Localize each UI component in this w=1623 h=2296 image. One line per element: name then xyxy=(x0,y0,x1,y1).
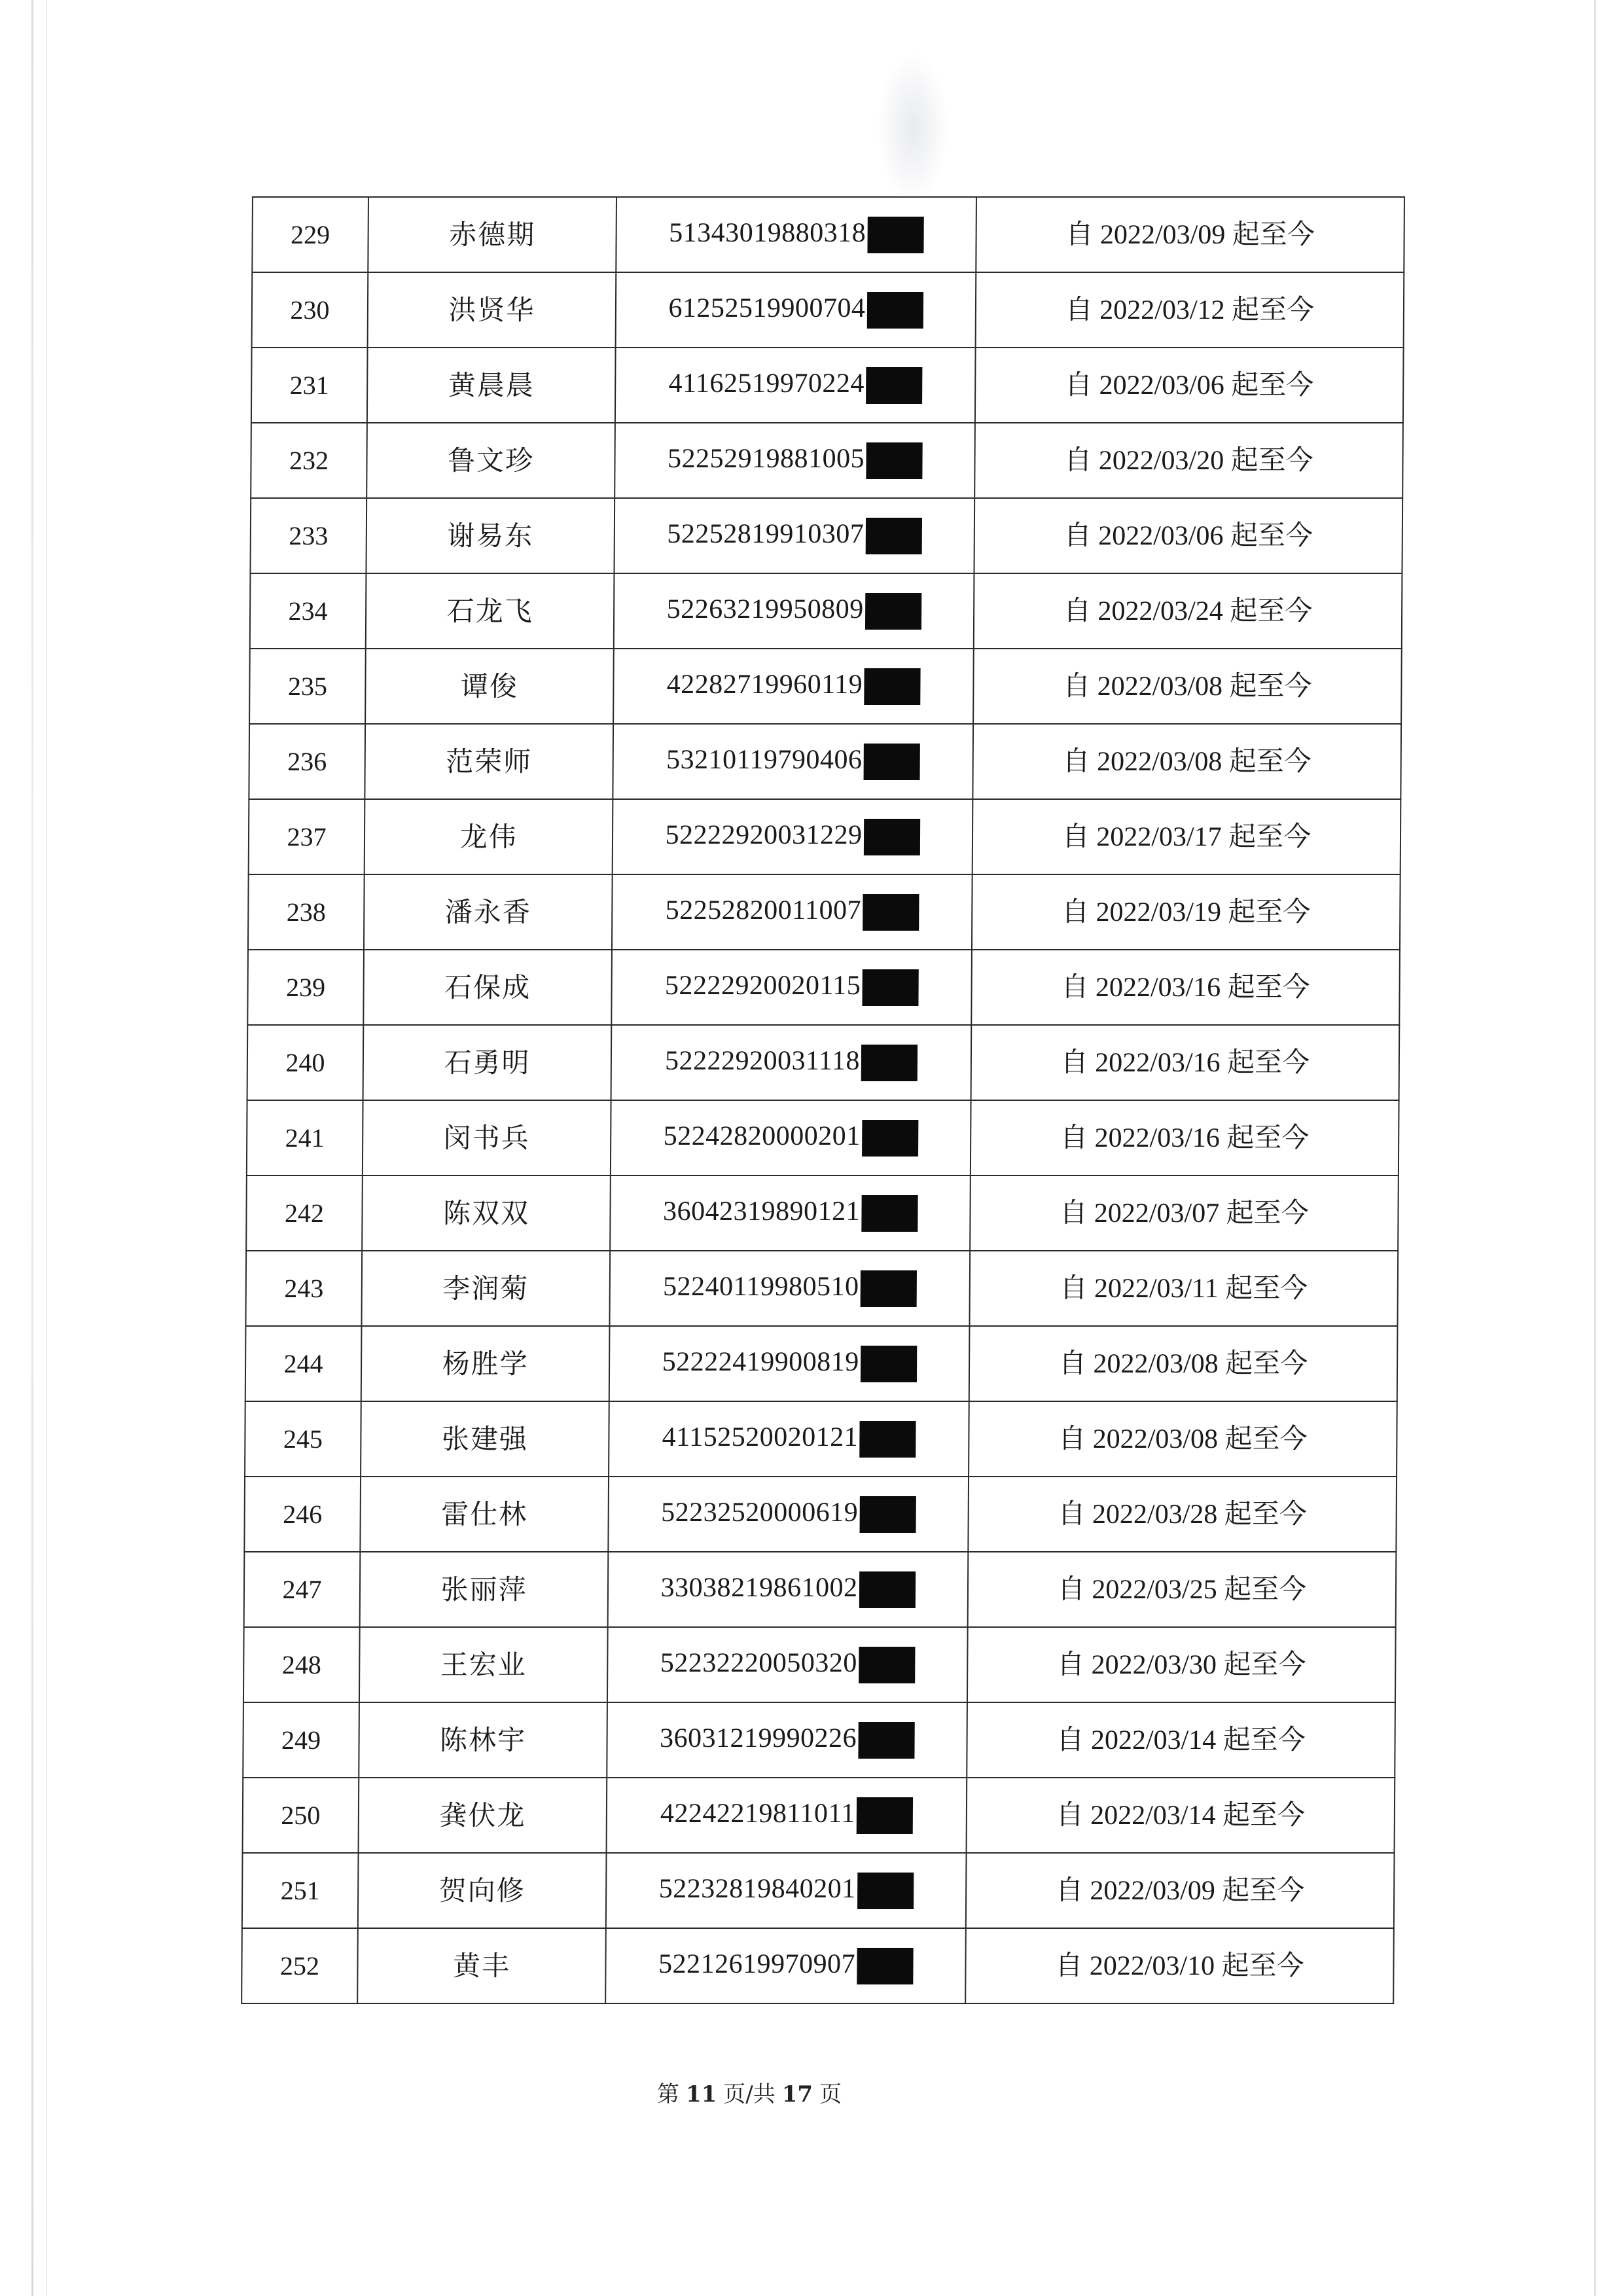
redaction-block xyxy=(861,1195,918,1232)
page-footer xyxy=(0,2076,1561,2108)
id-number-visible: 52212619970907 xyxy=(658,1948,856,1979)
id-number-visible: 53210119790406 xyxy=(666,744,863,775)
cell-period xyxy=(975,348,1404,423)
period-text: 自 2022/03/06 起至今 xyxy=(1063,520,1313,551)
table-row xyxy=(243,1627,1396,1702)
row-number: 240 xyxy=(285,1047,325,1077)
redaction-block xyxy=(866,442,922,479)
redaction-block xyxy=(857,1797,913,1834)
period-text: 自 2022/03/14 起至今 xyxy=(1056,1800,1306,1831)
cell-period xyxy=(966,1853,1395,1928)
cell-period xyxy=(965,1928,1394,2003)
period-text: 自 2022/03/28 起至今 xyxy=(1058,1499,1307,1530)
id-number-visible: 41152520020121 xyxy=(662,1422,859,1452)
row-number: 247 xyxy=(282,1574,322,1604)
cell-id-number xyxy=(608,1477,969,1552)
person-name: 贺向修 xyxy=(438,1874,526,1907)
table-row xyxy=(247,1100,1399,1175)
cell-row-number xyxy=(245,1401,361,1477)
redaction-block xyxy=(865,593,921,630)
person-name: 谭俊 xyxy=(460,670,519,702)
cell-name xyxy=(367,348,616,423)
cell-period xyxy=(971,1100,1399,1175)
cell-name xyxy=(361,1401,609,1477)
row-number: 252 xyxy=(279,1950,320,1981)
cell-name xyxy=(363,1100,611,1175)
cell-period xyxy=(971,950,1400,1025)
person-name: 鲁文珍 xyxy=(447,444,535,476)
redaction-block xyxy=(857,1948,913,1984)
person-name: 张丽萍 xyxy=(440,1573,527,1605)
roster-body xyxy=(241,197,1404,2003)
person-name: 龚伏龙 xyxy=(439,1799,526,1831)
redaction-block xyxy=(860,1346,916,1382)
period-text: 自 2022/03/19 起至今 xyxy=(1061,897,1311,927)
person-name: 潘永香 xyxy=(444,895,532,928)
row-number: 246 xyxy=(283,1499,323,1529)
person-name: 黄晨晨 xyxy=(448,368,535,401)
cell-id-number xyxy=(609,1326,970,1401)
row-number: 232 xyxy=(289,445,329,475)
redaction-block xyxy=(863,894,919,931)
person-name: 龙伟 xyxy=(459,820,518,853)
table-row xyxy=(244,1477,1397,1552)
person-name: 雷仕林 xyxy=(441,1498,528,1530)
period-text: 自 2022/03/20 起至今 xyxy=(1064,445,1313,476)
cell-row-number xyxy=(251,348,368,423)
id-number-visible: 51343019880318 xyxy=(669,217,866,248)
row-number: 230 xyxy=(290,295,330,325)
id-number-visible: 61252519900704 xyxy=(668,293,866,323)
id-number-visible: 36042319890121 xyxy=(662,1196,861,1227)
cell-name xyxy=(359,1627,608,1702)
row-number: 242 xyxy=(284,1198,325,1228)
cell-name xyxy=(357,1928,606,2003)
scan-edge-left-inner xyxy=(46,0,47,2296)
cell-id-number xyxy=(613,799,973,874)
cell-row-number xyxy=(243,1778,359,1853)
cell-name xyxy=(364,874,613,950)
id-number-visible: 52242820000201 xyxy=(663,1121,861,1151)
redaction-block xyxy=(857,1873,914,1909)
cell-row-number xyxy=(244,1477,361,1552)
row-number: 251 xyxy=(280,1875,320,1905)
id-number-visible: 52252819910307 xyxy=(667,518,865,549)
cell-name xyxy=(365,649,614,724)
cell-id-number xyxy=(616,272,976,348)
redaction-block xyxy=(860,1270,916,1307)
person-name: 赤德期 xyxy=(449,218,536,251)
table-row xyxy=(246,1175,1399,1251)
cell-row-number xyxy=(247,1100,363,1175)
cell-id-number xyxy=(613,649,974,724)
person-name: 杨胜学 xyxy=(442,1347,529,1380)
redaction-block xyxy=(867,217,923,253)
table-row xyxy=(247,950,1400,1025)
cell-id-number xyxy=(615,348,976,423)
cell-row-number xyxy=(245,1251,362,1326)
person-name: 洪贤华 xyxy=(448,293,535,326)
cell-name xyxy=(366,423,615,498)
cell-row-number xyxy=(249,799,365,874)
cell-id-number xyxy=(611,1100,971,1175)
redaction-block xyxy=(864,668,920,705)
table-row xyxy=(250,498,1402,573)
cell-id-number xyxy=(606,1853,967,1928)
period-text: 自 2022/03/16 起至今 xyxy=(1060,1122,1310,1153)
row-number: 237 xyxy=(287,821,327,852)
period-text: 自 2022/03/16 起至今 xyxy=(1060,1047,1310,1078)
cell-period xyxy=(969,1401,1397,1477)
person-name: 陈林宇 xyxy=(439,1723,527,1756)
redaction-block xyxy=(859,1647,915,1683)
cell-name xyxy=(366,498,615,573)
scan-edge-right xyxy=(1594,0,1596,2296)
cell-row-number xyxy=(242,1853,359,1928)
period-text: 自 2022/03/08 起至今 xyxy=(1058,1348,1308,1379)
table-row xyxy=(249,799,1401,874)
row-number: 239 xyxy=(285,972,326,1002)
redaction-block xyxy=(865,518,921,554)
row-number: 244 xyxy=(283,1348,323,1378)
period-text: 自 2022/03/25 起至今 xyxy=(1057,1574,1307,1605)
row-number: 235 xyxy=(287,671,328,701)
cell-name xyxy=(361,1326,610,1401)
redaction-block xyxy=(859,1496,916,1533)
person-name: 张建强 xyxy=(441,1422,529,1455)
redaction-block xyxy=(859,1421,916,1458)
person-name: 石保成 xyxy=(444,971,531,1003)
cell-name xyxy=(360,1552,609,1627)
period-text: 自 2022/03/09 起至今 xyxy=(1065,219,1315,250)
person-name: 陈双双 xyxy=(442,1196,530,1229)
redaction-block xyxy=(862,969,918,1006)
cell-name xyxy=(358,1853,607,1928)
cell-id-number xyxy=(615,498,975,573)
cell-row-number xyxy=(252,197,368,272)
cell-name xyxy=(368,272,616,348)
cell-name xyxy=(359,1778,607,1853)
cell-name xyxy=(363,950,612,1025)
cell-name xyxy=(363,1025,612,1100)
id-number-visible: 52263219950809 xyxy=(666,594,864,624)
cell-id-number xyxy=(609,1401,969,1477)
cell-name xyxy=(359,1702,607,1778)
cell-period xyxy=(969,1251,1398,1326)
cell-name xyxy=(360,1477,609,1552)
cell-period xyxy=(971,1025,1400,1100)
cell-id-number xyxy=(605,1928,966,2003)
id-number-visible: 52222920031118 xyxy=(664,1045,861,1076)
row-number: 241 xyxy=(285,1122,325,1153)
cell-row-number xyxy=(249,649,366,724)
period-text: 自 2022/03/30 起至今 xyxy=(1056,1649,1306,1680)
row-number: 231 xyxy=(289,370,329,400)
scan-edge-left xyxy=(31,0,33,2296)
cell-period xyxy=(973,649,1402,724)
redaction-block xyxy=(862,1120,918,1157)
id-number-visible: 52222920020115 xyxy=(664,970,861,1001)
id-number-visible: 36031219990226 xyxy=(660,1723,857,1753)
scan-smudge xyxy=(877,52,949,203)
period-text: 自 2022/03/06 起至今 xyxy=(1064,370,1314,401)
cell-period xyxy=(974,573,1402,649)
cell-period xyxy=(972,874,1400,950)
period-text: 自 2022/03/07 起至今 xyxy=(1060,1198,1309,1229)
id-number-visible: 52222920031229 xyxy=(665,819,863,850)
id-number-visible: 52222419900819 xyxy=(662,1346,859,1377)
id-number-visible: 42282719960119 xyxy=(666,669,863,700)
cell-period xyxy=(968,1552,1397,1627)
redaction-block xyxy=(861,1045,918,1081)
roster-table xyxy=(241,196,1405,2004)
cell-name xyxy=(365,799,613,874)
table-row xyxy=(251,423,1403,498)
id-number-visible: 41162519970224 xyxy=(668,368,865,399)
redaction-block xyxy=(863,744,919,780)
person-name: 谢易东 xyxy=(447,519,534,552)
row-number: 249 xyxy=(281,1725,321,1755)
id-number-visible: 42242219811011 xyxy=(660,1798,856,1829)
cell-period xyxy=(976,197,1404,272)
cell-id-number xyxy=(612,874,972,950)
period-text: 自 2022/03/09 起至今 xyxy=(1055,1875,1305,1906)
table-row xyxy=(251,348,1404,423)
cell-name xyxy=(365,724,613,799)
table-row xyxy=(242,1853,1395,1928)
row-number: 236 xyxy=(287,746,327,776)
row-number: 234 xyxy=(288,596,328,626)
row-number: 243 xyxy=(284,1273,324,1303)
row-number: 229 xyxy=(291,219,330,249)
table-row xyxy=(245,1401,1397,1477)
table-row xyxy=(247,1025,1400,1100)
footer-middle: 页/共 xyxy=(723,2081,776,2108)
table-row xyxy=(249,724,1401,799)
cell-period xyxy=(974,423,1403,498)
cell-id-number xyxy=(608,1552,969,1627)
period-text: 自 2022/03/11 起至今 xyxy=(1060,1273,1308,1304)
redaction-block xyxy=(863,819,919,855)
period-text: 自 2022/03/08 起至今 xyxy=(1062,746,1312,777)
redaction-block xyxy=(859,1571,915,1608)
cell-period xyxy=(974,498,1402,573)
person-name: 闵书兵 xyxy=(443,1121,530,1154)
table-row xyxy=(244,1552,1397,1627)
cell-row-number xyxy=(252,272,368,348)
id-number-visible: 52232819840201 xyxy=(658,1873,856,1904)
period-text: 自 2022/03/24 起至今 xyxy=(1063,596,1313,626)
id-number-visible: 52252820011007 xyxy=(665,895,862,925)
cell-id-number xyxy=(611,1025,972,1100)
person-name: 黄丰 xyxy=(452,1949,511,1982)
cell-period xyxy=(967,1702,1395,1778)
row-number: 250 xyxy=(281,1800,321,1830)
cell-row-number xyxy=(244,1552,361,1627)
table-row xyxy=(243,1702,1395,1778)
cell-id-number xyxy=(615,423,975,498)
cell-period xyxy=(970,1175,1399,1251)
cell-row-number xyxy=(250,573,366,649)
id-number-visible: 52232520000619 xyxy=(661,1497,859,1528)
footer-current-page: 11 xyxy=(685,2081,717,2108)
cell-row-number xyxy=(247,950,364,1025)
cell-id-number xyxy=(611,950,972,1025)
row-number: 248 xyxy=(281,1649,321,1679)
cell-period xyxy=(972,799,1401,874)
period-text: 自 2022/03/08 起至今 xyxy=(1058,1424,1308,1454)
cell-id-number xyxy=(613,724,973,799)
period-text: 自 2022/03/10 起至今 xyxy=(1055,1950,1304,1981)
row-number: 245 xyxy=(283,1424,323,1454)
cell-period xyxy=(967,1778,1395,1853)
period-text: 自 2022/03/08 起至今 xyxy=(1063,671,1312,702)
footer-total-pages: 17 xyxy=(781,2081,813,2108)
table-row xyxy=(245,1251,1398,1326)
redaction-block xyxy=(866,292,923,329)
person-name: 李润菊 xyxy=(442,1272,529,1304)
row-number: 238 xyxy=(286,897,326,927)
cell-row-number xyxy=(249,724,365,799)
person-name: 石勇明 xyxy=(444,1046,531,1079)
cell-period xyxy=(976,272,1404,348)
cell-id-number xyxy=(610,1251,971,1326)
cell-id-number xyxy=(614,573,974,649)
period-text: 自 2022/03/12 起至今 xyxy=(1065,295,1315,325)
cell-row-number xyxy=(247,1025,364,1100)
cell-id-number xyxy=(607,1627,968,1702)
table-row xyxy=(243,1778,1395,1853)
cell-period xyxy=(968,1477,1397,1552)
cell-row-number xyxy=(243,1702,359,1778)
table-row xyxy=(249,649,1402,724)
table-row xyxy=(250,573,1402,649)
cell-period xyxy=(972,724,1401,799)
cell-row-number xyxy=(243,1627,360,1702)
row-number: 233 xyxy=(289,520,329,550)
table-row xyxy=(245,1326,1398,1401)
cell-row-number xyxy=(241,1928,358,2003)
cell-row-number xyxy=(245,1326,362,1401)
id-number-visible: 33038219861002 xyxy=(660,1572,858,1603)
cell-row-number xyxy=(246,1175,363,1251)
cell-id-number xyxy=(607,1702,967,1778)
cell-row-number xyxy=(251,423,367,498)
cell-id-number xyxy=(610,1175,971,1251)
cell-name xyxy=(361,1251,610,1326)
cell-name xyxy=(366,573,615,649)
period-text: 自 2022/03/16 起至今 xyxy=(1061,972,1310,1003)
footer-suffix: 页 xyxy=(819,2081,842,2108)
cell-period xyxy=(967,1627,1396,1702)
cell-id-number xyxy=(616,197,976,272)
cell-row-number xyxy=(248,874,365,950)
cell-name xyxy=(362,1175,611,1251)
person-name: 范荣师 xyxy=(446,745,533,778)
cell-period xyxy=(969,1326,1398,1401)
table-row xyxy=(252,197,1404,272)
table-row xyxy=(252,272,1404,348)
cell-row-number xyxy=(250,498,366,573)
person-name: 王宏业 xyxy=(440,1648,527,1681)
id-number-visible: 52252919881005 xyxy=(667,443,865,474)
id-number-visible: 52240119980510 xyxy=(662,1271,859,1302)
cell-name xyxy=(368,197,616,272)
table-row xyxy=(248,874,1400,950)
period-text: 自 2022/03/14 起至今 xyxy=(1056,1725,1306,1755)
footer-prefix: 第 xyxy=(656,2081,679,2108)
period-text: 自 2022/03/17 起至今 xyxy=(1061,821,1311,852)
person-name: 石龙飞 xyxy=(446,594,533,627)
table-row xyxy=(241,1928,1394,2003)
redaction-block xyxy=(858,1722,914,1759)
cell-id-number xyxy=(607,1778,967,1853)
redaction-block xyxy=(866,367,922,404)
id-number-visible: 52232220050320 xyxy=(660,1647,857,1678)
